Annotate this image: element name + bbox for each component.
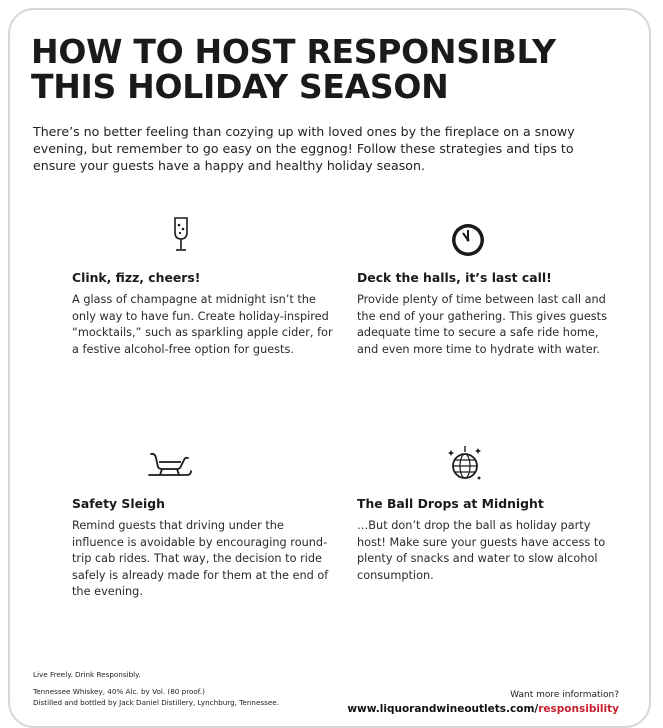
tip-body: Provide plenty of time between last call and the end of your gathering. This gives guests adequate time to secure a safe ride home, and even more time to hydrate with water. [357,293,607,356]
responsibility-link[interactable] [347,703,619,715]
disco-ball-icon [447,446,483,486]
tip-heading: Safety Sleigh [72,496,165,511]
footer-legal-line-1: Tennessee Whiskey, 40% Alc. by Vol. (80 proof.) [33,687,205,696]
tip-heading: Deck the halls, it’s last call! [357,270,552,285]
sleigh-icon [147,450,193,484]
card-frame [8,8,651,728]
link-path[interactable]: responsibility [538,703,619,715]
tip-heading: Clink, fizz, cheers! [72,270,201,285]
tip-body: Remind guests that driving under the influence is avoidable by encouraging round-trip cab rides. That way, the decision to ride safely is already made for them at the end of the evening. [72,519,329,598]
legal-footer [33,669,279,708]
tip-body: …But don’t drop the ball as holiday party host! Make sure your guests have access to plenty of snacks and water to slow alcohol consumption. [357,519,606,582]
link-domain[interactable]: www.liquorandwineoutlets.com/ [347,703,539,715]
intro-paragraph: There’s no better feeling than cozying up with loved ones by the fireplace on a snowy evening, but remember to go easy on the eggnog! Follow these strategies and tips to ensure your guests have a happy and healthy holiday season. [33,124,575,173]
tip-heading: The Ball Drops at Midnight [357,496,544,511]
footer-legal-line-2: Distilled and bottled by Jack Daniel Distillery, Lynchburg, Tennessee. [33,698,280,707]
title-line-1: HOW TO HOST RESPONSIBLY [31,32,556,71]
more-info-label: Want more information? [510,690,619,700]
more-info-block [347,690,619,715]
tip-body: A glass of champagne at midnight isn’t the only way to have fun. Create holiday-inspired “mocktails,” such as sparkling apple cider, for a festive alcohol-free option for guests. [72,293,333,356]
champagne-glass-icon [172,216,190,258]
title-line-2: THIS HOLIDAY SEASON [31,67,449,106]
page-title [31,34,641,104]
clock-icon [450,222,486,262]
footer-tagline: Live Freely. Drink Responsibly. [33,670,141,679]
